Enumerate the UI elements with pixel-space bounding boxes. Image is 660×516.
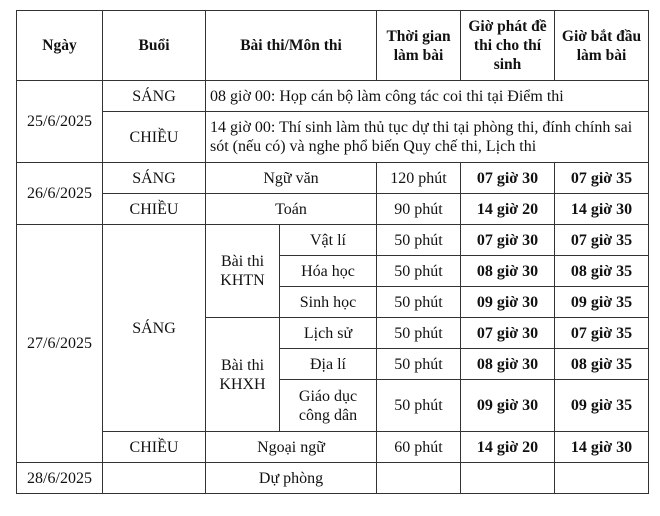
duration-cell: 90 phút bbox=[377, 194, 461, 225]
duration-cell: 50 phút bbox=[377, 318, 461, 349]
session-cell: SÁNG bbox=[103, 163, 206, 194]
session-cell: CHIỀU bbox=[103, 112, 206, 163]
session-cell bbox=[103, 463, 206, 494]
header-gio-bat-dau: Giờ bắt đầu làm bài bbox=[555, 11, 649, 81]
header-ngay: Ngày bbox=[17, 11, 103, 81]
distribute-time-cell: 09 giờ 30 bbox=[461, 380, 555, 432]
date-cell: 26/6/2025 bbox=[17, 163, 103, 225]
distribute-time-cell: 07 giờ 30 bbox=[461, 318, 555, 349]
distribute-time-cell: 08 giờ 30 bbox=[461, 349, 555, 380]
note-cell: 08 giờ 00: Họp cán bộ làm công tác coi thi tại Điểm thi bbox=[206, 81, 649, 112]
date-cell: 27/6/2025 bbox=[17, 225, 103, 463]
start-time-cell: 08 giờ 35 bbox=[555, 256, 649, 287]
start-time-cell bbox=[555, 463, 649, 494]
exam-schedule-table bbox=[16, 10, 649, 494]
subject-cell: Vật lí bbox=[280, 225, 377, 256]
subject-cell: Hóa học bbox=[280, 256, 377, 287]
table-row bbox=[17, 81, 649, 112]
start-time-cell: 07 giờ 35 bbox=[555, 225, 649, 256]
header-thoi-gian: Thời gian làm bài bbox=[377, 11, 461, 81]
session-cell: CHIỀU bbox=[103, 194, 206, 225]
start-time-cell: 14 giờ 30 bbox=[555, 432, 649, 463]
subject-cell: Ngữ văn bbox=[206, 163, 377, 194]
header-bai-thi: Bài thi/Môn thi bbox=[206, 11, 377, 81]
exam-group-cell: Bài thi KHXH bbox=[206, 318, 280, 432]
distribute-time-cell: 09 giờ 30 bbox=[461, 287, 555, 318]
session-cell: SÁNG bbox=[103, 225, 206, 432]
exam-group-cell: Bài thi KHTN bbox=[206, 225, 280, 318]
duration-cell: 50 phút bbox=[377, 349, 461, 380]
header-buoi: Buổi bbox=[103, 11, 206, 81]
distribute-time-cell: 07 giờ 30 bbox=[461, 225, 555, 256]
header-gio-phat: Giờ phát đề thi cho thí sinh bbox=[461, 11, 555, 81]
duration-cell bbox=[377, 463, 461, 494]
start-time-cell: 08 giờ 35 bbox=[555, 349, 649, 380]
table-row bbox=[17, 225, 649, 256]
subject-cell: Sinh học bbox=[280, 287, 377, 318]
date-cell: 25/6/2025 bbox=[17, 81, 103, 163]
duration-cell: 60 phút bbox=[377, 432, 461, 463]
subject-cell: Địa lí bbox=[280, 349, 377, 380]
session-cell: SÁNG bbox=[103, 81, 206, 112]
note-cell: 14 giờ 00: Thí sinh làm thủ tục dự thi tại phòng thi, đính chính sai sót (nếu có) và nghe phổ biến Quy chế thi, Lịch thi bbox=[206, 112, 649, 163]
table-row bbox=[17, 112, 649, 163]
start-time-cell: 09 giờ 35 bbox=[555, 380, 649, 432]
duration-cell: 50 phút bbox=[377, 225, 461, 256]
start-time-cell: 07 giờ 35 bbox=[555, 163, 649, 194]
subject-cell: Dự phòng bbox=[206, 463, 377, 494]
date-cell: 28/6/2025 bbox=[17, 463, 103, 494]
distribute-time-cell: 14 giờ 20 bbox=[461, 432, 555, 463]
duration-cell: 120 phút bbox=[377, 163, 461, 194]
table-row bbox=[17, 432, 649, 463]
start-time-cell: 09 giờ 35 bbox=[555, 287, 649, 318]
start-time-cell: 14 giờ 30 bbox=[555, 194, 649, 225]
duration-cell: 50 phút bbox=[377, 256, 461, 287]
distribute-time-cell: 08 giờ 30 bbox=[461, 256, 555, 287]
header-row bbox=[17, 11, 649, 81]
subject-cell: Giáo dục công dân bbox=[280, 380, 377, 432]
table-row bbox=[17, 463, 649, 494]
subject-cell: Lịch sử bbox=[280, 318, 377, 349]
duration-cell: 50 phút bbox=[377, 380, 461, 432]
distribute-time-cell: 14 giờ 20 bbox=[461, 194, 555, 225]
table-row bbox=[17, 163, 649, 194]
start-time-cell: 07 giờ 35 bbox=[555, 318, 649, 349]
subject-cell: Ngoại ngữ bbox=[206, 432, 377, 463]
session-cell: CHIỀU bbox=[103, 432, 206, 463]
table-row bbox=[17, 194, 649, 225]
subject-cell: Toán bbox=[206, 194, 377, 225]
duration-cell: 50 phút bbox=[377, 287, 461, 318]
distribute-time-cell: 07 giờ 30 bbox=[461, 163, 555, 194]
distribute-time-cell bbox=[461, 463, 555, 494]
